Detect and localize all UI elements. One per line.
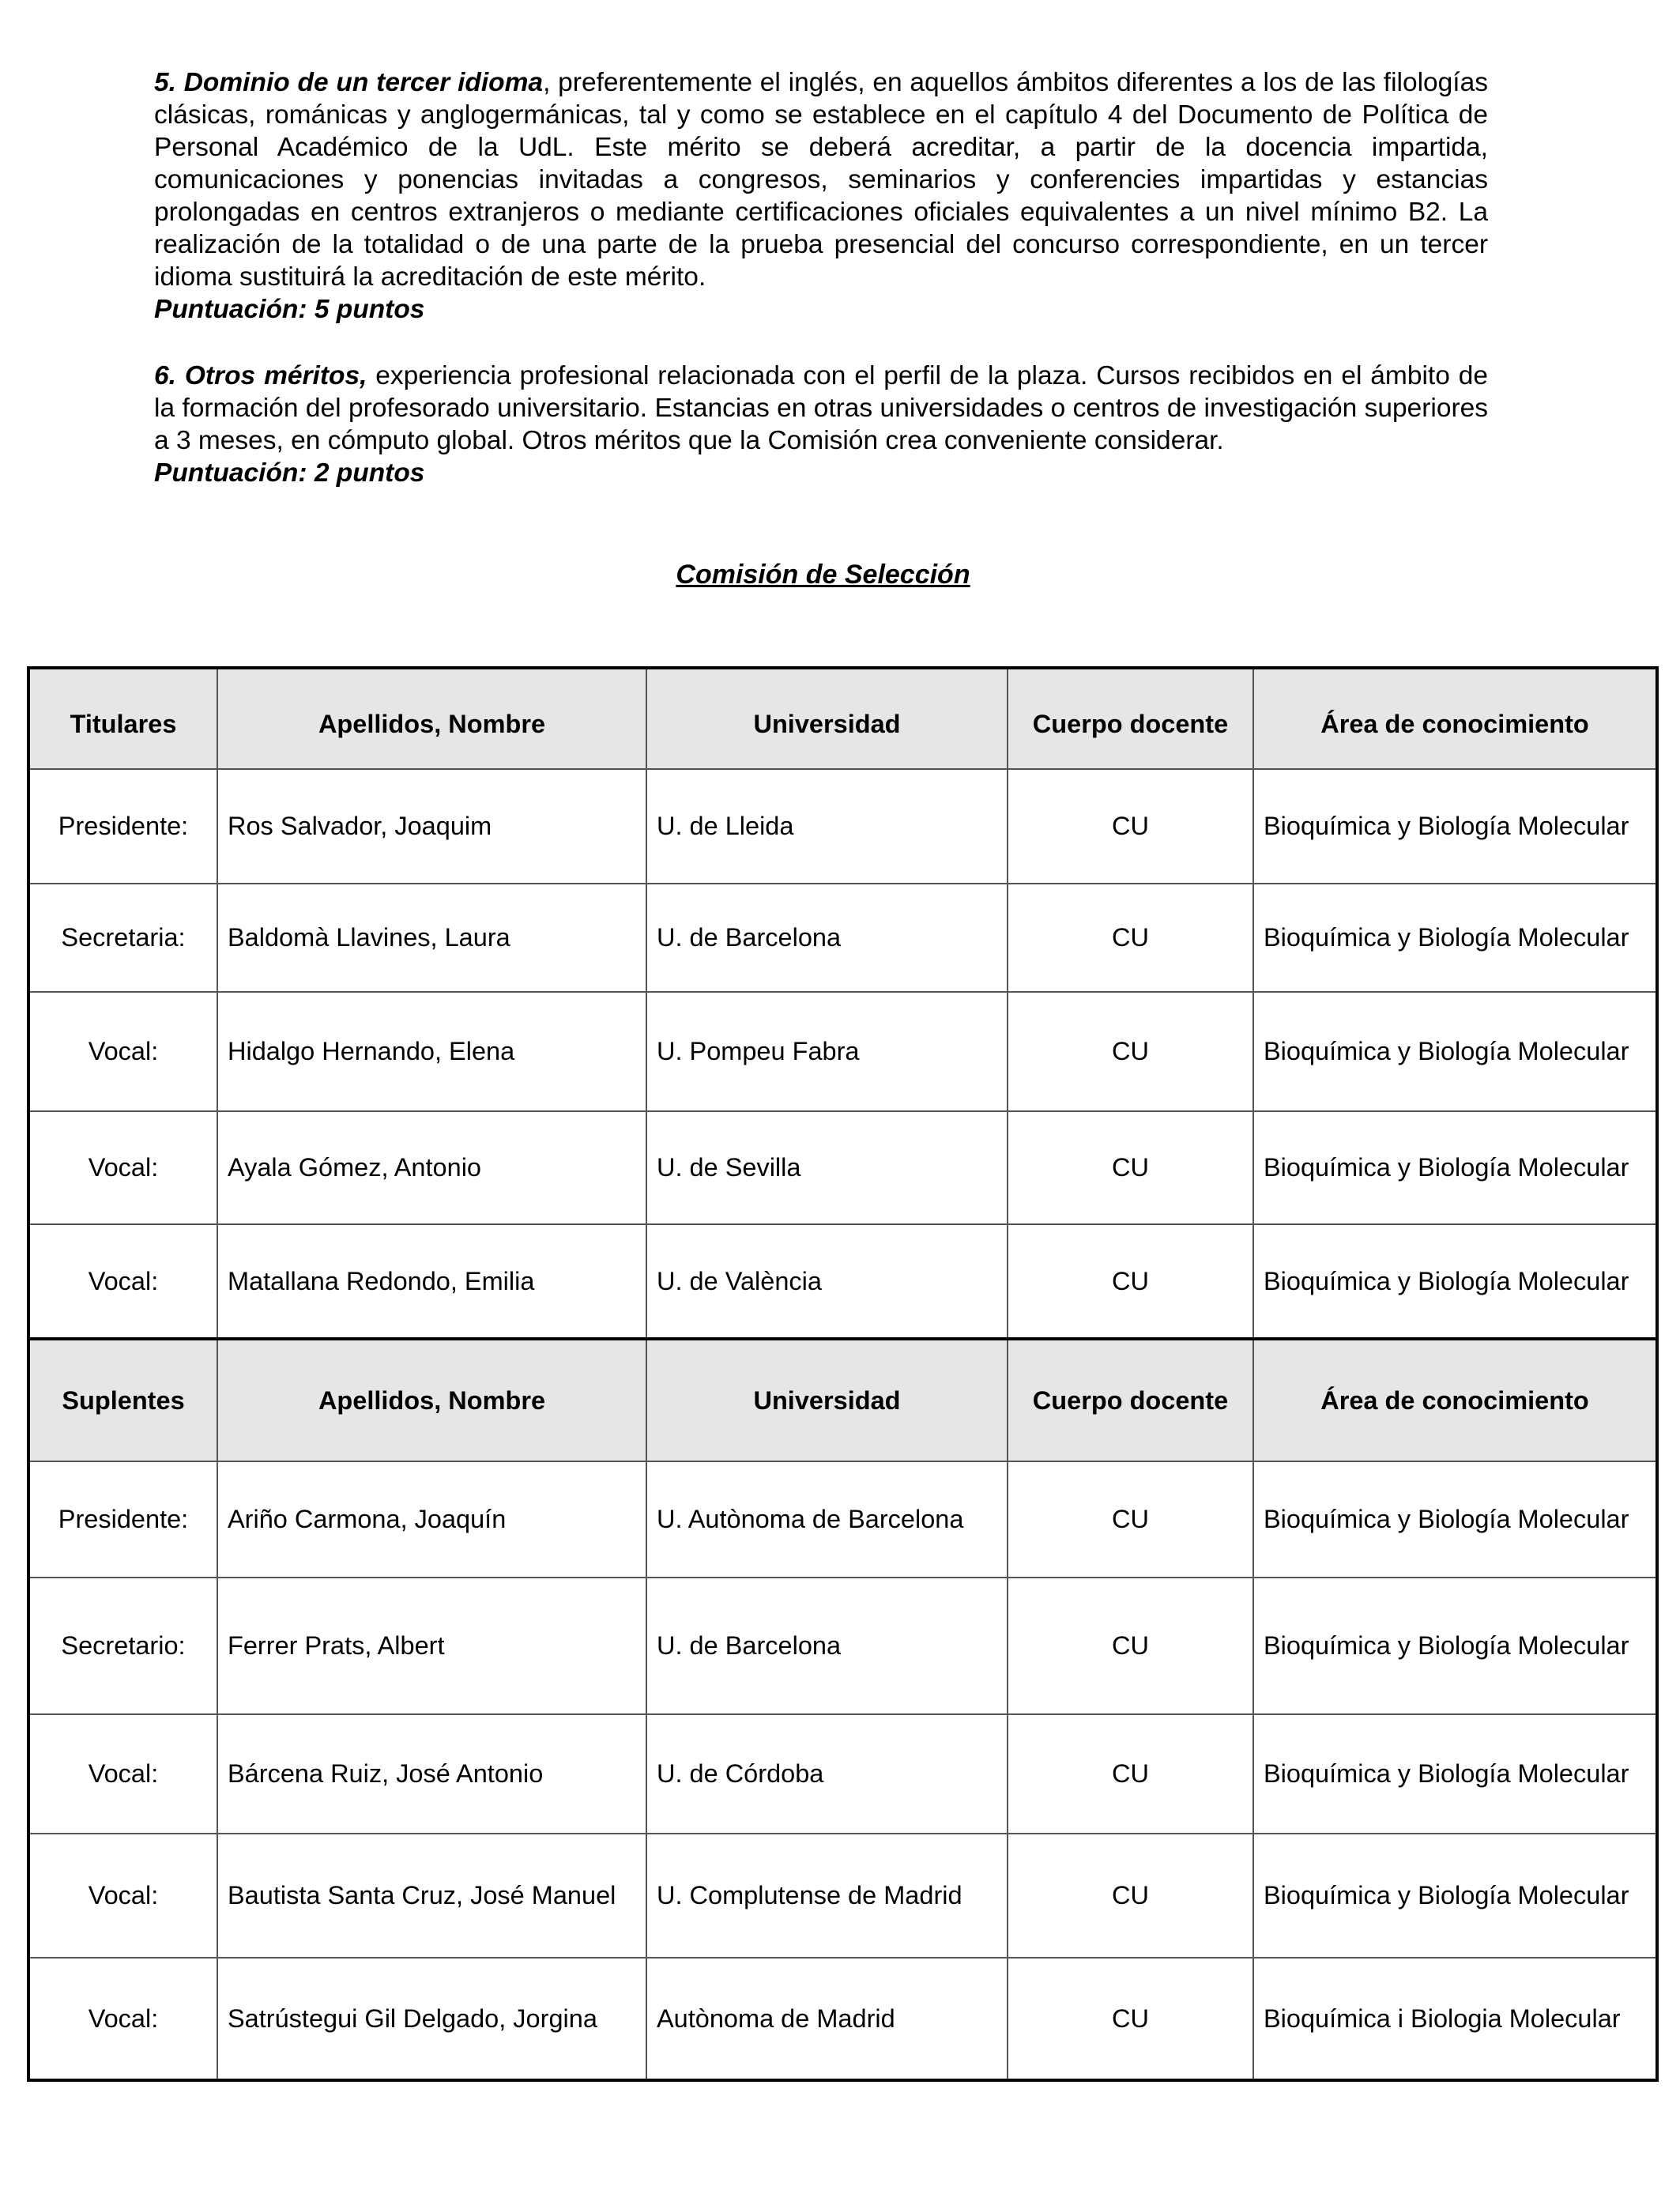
area-cell: Bioquímica y Biología Molecular [1253,1578,1657,1714]
role-cell: Presidente: [28,769,217,884]
university-cell: U. Pompeu Fabra [646,992,1008,1111]
table-row [28,769,1657,884]
name-cell: Bautista Santa Cruz, José Manuel [217,1834,646,1958]
table-row [28,1714,1657,1834]
merit-5-score: Puntuación: 5 puntos [154,295,425,324]
header-area-cell: Área de conocimiento [1253,1339,1657,1461]
university-cell: U. de Barcelona [646,1578,1008,1714]
body-cell: CU [1008,1111,1253,1224]
name-cell: Ros Salvador, Joaquim [217,769,646,884]
table-row [28,1224,1657,1339]
role-cell: Vocal: [28,1224,217,1339]
area-cell: Bioquímica y Biología Molecular [1253,1834,1657,1958]
body-cell: CU [1008,769,1253,884]
header-name-cell: Apellidos, Nombre [217,668,646,769]
role-cell: Vocal: [28,1111,217,1224]
university-cell: U. de Sevilla [646,1111,1008,1224]
name-cell: Ayala Gómez, Antonio [217,1111,646,1224]
name-cell: Matallana Redondo, Emilia [217,1224,646,1339]
body-cell: CU [1008,1834,1253,1958]
table-row [28,1958,1657,2080]
university-cell: U. de València [646,1224,1008,1339]
name-cell: Baldomà Llavines, Laura [217,884,646,992]
body-cell: CU [1008,1578,1253,1714]
name-cell: Satrústegui Gil Delgado, Jorgina [217,1958,646,2080]
university-cell: U. de Barcelona [646,884,1008,992]
table-row [28,1834,1657,1958]
body-cell: CU [1008,884,1253,992]
name-cell: Ferrer Prats, Albert [217,1578,646,1714]
role-cell: Vocal: [28,1834,217,1958]
role-cell: Vocal: [28,1958,217,2080]
body-cell: CU [1008,1714,1253,1834]
area-cell: Bioquímica i Biologia Molecular [1253,1958,1657,2080]
body-cell: CU [1008,992,1253,1111]
selection-committee-table [27,666,1659,2082]
area-cell: Bioquímica y Biología Molecular [1253,884,1657,992]
body-cell: CU [1008,1461,1253,1578]
role-cell: Vocal: [28,992,217,1111]
table-row [28,1578,1657,1714]
university-cell: U. Autònoma de Barcelona [646,1461,1008,1578]
role-cell: Presidente: [28,1461,217,1578]
area-cell: Bioquímica y Biología Molecular [1253,1461,1657,1578]
header-role-cell: Suplentes [28,1339,217,1461]
body-cell: CU [1008,1958,1253,2080]
merit-6-heading: 6. Otros méritos, [154,361,367,390]
area-cell: Bioquímica y Biología Molecular [1253,1224,1657,1339]
table-row [28,1461,1657,1578]
university-cell: U. de Córdoba [646,1714,1008,1834]
header-area-cell: Área de conocimiento [1253,668,1657,769]
table-row [28,884,1657,992]
university-cell: Autònoma de Madrid [646,1958,1008,2080]
name-cell: Ariño Carmona, Joaquín [217,1461,646,1578]
merit-5-body: , preferentemente el inglés, en aquellos ámbitos diferentes a los de las filologías clásicas, románicas y anglogermánicas, tal y como se establece en el capítulo 4 del Documento de Política de Personal Académico de la UdL. Este mérito se deberá acreditar, a partir de la docencia impartida, comunicaciones y ponencias invitadas a congresos, seminarios y conferencies impartidas y estancias prolongadas en centros extranjeros o mediante certificaciones oficiales equivalentes a un nivel mínimo B2. La realización de la totalidad o de una parte de la prueba presencial del concurso correspondiente, en un tercer idioma sustituirá la acreditación de este mérito. [154,68,1488,292]
body-cell: CU [1008,1224,1253,1339]
area-cell: Bioquímica y Biología Molecular [1253,1111,1657,1224]
merit-6-score: Puntuación: 2 puntos [154,458,425,488]
header-body-cell: Cuerpo docente [1008,668,1253,769]
university-cell: U. Complutense de Madrid [646,1834,1008,1958]
table-row [28,992,1657,1111]
merit-5-heading: 5. Dominio de un tercer idioma [154,68,544,97]
commission-title: Comisión de Selección [676,560,970,590]
role-cell: Secretaria: [28,884,217,992]
merit-5-paragraph [154,66,1488,326]
area-cell: Bioquímica y Biología Molecular [1253,769,1657,884]
header-role-cell: Titulares [28,668,217,769]
name-cell: Hidalgo Hernando, Elena [217,992,646,1111]
table-row [28,1111,1657,1224]
merit-6-paragraph [154,360,1488,489]
titulares-header-row [28,668,1657,769]
header-body-cell: Cuerpo docente [1008,1339,1253,1461]
area-cell: Bioquímica y Biología Molecular [1253,992,1657,1111]
header-university-cell: Universidad [646,668,1008,769]
name-cell: Bárcena Ruiz, José Antonio [217,1714,646,1834]
area-cell: Bioquímica y Biología Molecular [1253,1714,1657,1834]
role-cell: Secretario: [28,1578,217,1714]
university-cell: U. de Lleida [646,769,1008,884]
suplentes-header-row [28,1339,1657,1461]
merit-6-body: experiencia profesional relacionada con el perfil de la plaza. Cursos recibidos en el ámbito de la formación del profesorado universitario. Estancias en otras universidades o centros de investigación superiores a 3 meses, en cómputo global. Otros méritos que la Comisión crea conveniente considerar. [154,361,1489,455]
role-cell: Vocal: [28,1714,217,1834]
header-name-cell: Apellidos, Nombre [217,1339,646,1461]
header-university-cell: Universidad [646,1339,1008,1461]
